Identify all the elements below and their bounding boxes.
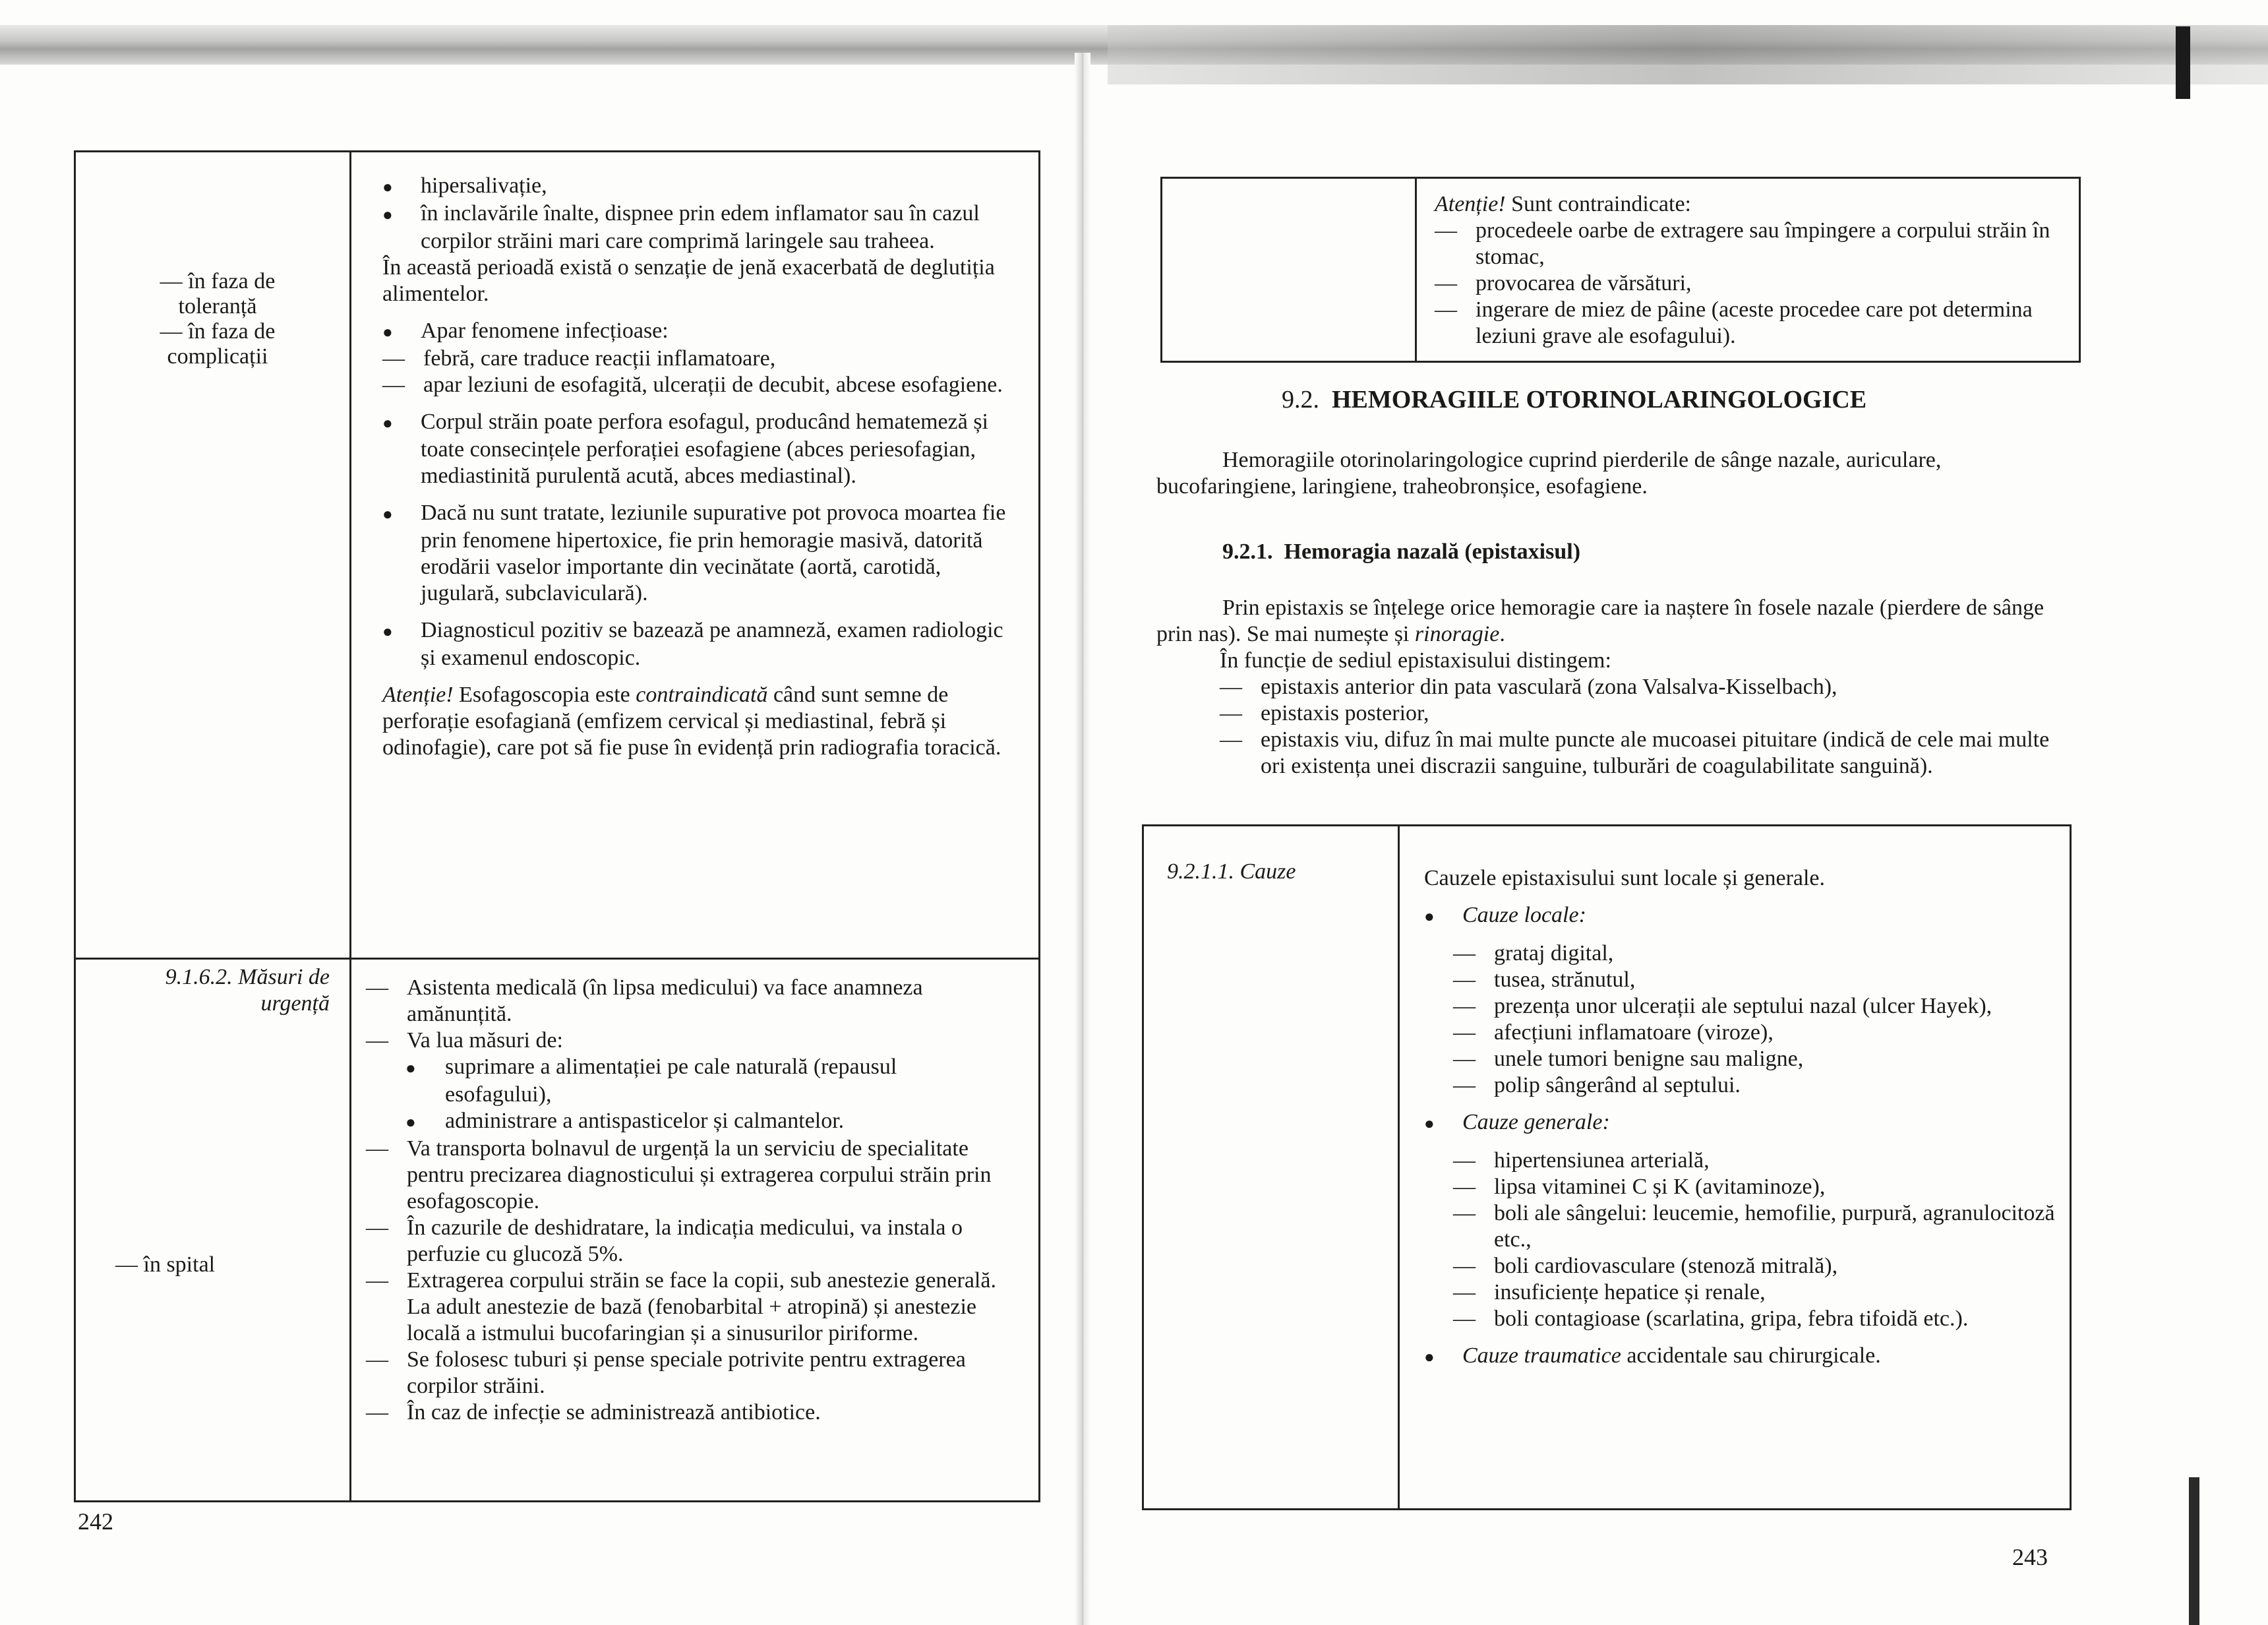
subsection-title: Hemoragia nazală (epistaxisul) — [1284, 539, 1581, 564]
scan-edge-bottom — [2189, 1477, 2199, 1625]
bullet-item: ● Diagnosticul pozitiv se bazează pe anamneză, examen radiologic și examenul endoscopic. — [382, 617, 1022, 671]
section-number: 9.2. — [1282, 386, 1319, 414]
text: . — [1499, 622, 1505, 646]
right-top-table-divider — [1415, 177, 1417, 363]
left-row2-spital — [115, 1252, 326, 1278]
dash-item: — Va transporta bolnavul de urgență la un serviciu de specialitate pentru precizarea diagnosticului și extragerea corpului străin prin esofagoscopie. — [366, 1136, 999, 1215]
spacer — [382, 398, 1022, 409]
dash-item: — boli contagioase (scarlatina, gripa, febra tifoidă etc.). — [1453, 1306, 2064, 1332]
cauze-content — [1424, 865, 2064, 1370]
spacer — [382, 307, 1022, 318]
dash-item: — Extragerea corpului străin se face la copii, sub anestezie generală. — [366, 1268, 999, 1294]
left-row2-label — [99, 964, 330, 1017]
dash-item: — tusea, strănutul, — [1453, 967, 2064, 993]
left-table-divider — [349, 150, 351, 1502]
dash-item: — apar leziuni de esofagită, ulcerații de decubit, abcese esofagiene. — [382, 372, 1022, 398]
atentie-label: Atenție! — [1435, 192, 1506, 216]
text-italic: Cauze locale: — [1462, 903, 1586, 927]
scan-edge — [2176, 26, 2190, 99]
section-label: 9.1.6.2. Măsuri de urgență — [165, 965, 330, 1016]
dash-item: — procedeele oarbe de extragere sau împingere a corpului străin în stomac, — [1435, 218, 2074, 270]
right-cauze-divider — [1398, 824, 1400, 1510]
spacer — [382, 489, 1022, 500]
sub-bullet-item: ● suprimare a alimentației pe cale naturală (repausul esofagului), — [366, 1054, 999, 1108]
spital-label: — în spital — [115, 1252, 216, 1277]
section-intro: Hemoragiile otorinolaringologice cuprind pierderile de sânge nazale, auriculare, bucofaringiene, laringiene, traheobronșice, esofagiene. — [1156, 448, 1942, 499]
dash-item: — provocarea de vărsături, — [1435, 270, 2074, 297]
subsection-number: 9.2.1. — [1222, 539, 1273, 564]
dash-item: — În cazurile de deshidratare, la indicația medicului, va instala o perfuzie cu glucoză 5%. — [366, 1215, 999, 1268]
paragraph: În această perioadă există o senzație de jenă exacerbată de deglutiția alimentelor. — [382, 255, 995, 306]
atentie-paragraph — [1435, 191, 2074, 218]
spacer — [1424, 1137, 2064, 1148]
dash-item: — hipertensiunea arterială, — [1453, 1148, 2064, 1174]
text: Prin epistaxis se înțelege orice hemoragie care ia naștere în fosele nazale (pierdere de sânge prin nas). Se mai numește și — [1156, 596, 2044, 646]
text-italic: Cauze generale: — [1462, 1110, 1610, 1134]
cauze-intro: Cauzele epistaxisului sunt locale și generale. — [1424, 866, 1826, 890]
bullet-item: ● hipersalivație, — [382, 173, 1022, 200]
spacer — [382, 607, 1022, 617]
text: accidentale sau chirurgicale. — [1621, 1343, 1881, 1368]
epistaxis-definition — [1156, 595, 2074, 648]
dash-item: — Asistenta medicală (în lipsa medicului) va face anamneza amănunțită. — [366, 975, 999, 1027]
dash-item: — Va lua măsuri de: — [366, 1027, 999, 1054]
dash-item: — afecțiuni inflamatoare (viroze), — [1453, 1020, 2064, 1046]
left-row1-label — [99, 269, 336, 369]
label-line: toleranță — [178, 294, 257, 319]
text: Esofagoscopia este — [453, 683, 636, 707]
spacer — [1424, 1099, 2064, 1109]
dash-item: — ingerare de miez de pâine (aceste procedee care pot determina leziuni grave ale esofagului). — [1435, 297, 2074, 350]
left-row1-content — [382, 173, 1022, 761]
dash-item: — grataj digital, — [1453, 940, 2064, 967]
dash-item: — În caz de infecție se administrează antibiotice. — [366, 1399, 999, 1426]
text-italic: Cauze traumatice — [1462, 1343, 1621, 1368]
dash-item: — lipsa vitaminei C și K (avitaminoze), — [1453, 1174, 2064, 1200]
cauze-generale-heading — [1424, 1109, 2064, 1137]
epistaxis-text — [1156, 595, 2074, 780]
section-heading — [1282, 385, 1866, 414]
text: când sunt semne de perforație esofagiană (emfizem cervical și mediastinal, febră și odinofagie), care pot să fie puse în evidență prin radiografia toracică. — [382, 683, 1001, 760]
label-line: complicații — [167, 344, 268, 369]
epistaxis-list — [1156, 674, 2074, 780]
cauze-locale-heading — [1424, 902, 2064, 930]
dash-item: — boli cardiovasculare (stenoză mitrală), — [1453, 1253, 2064, 1279]
cauze-label-text: 9.2.1.1. Cauze — [1167, 859, 1296, 884]
left-row2-content — [366, 975, 999, 1426]
cauze-traumatice-item — [1424, 1343, 2064, 1370]
dash-item: — polip sângerând al septului. — [1453, 1072, 2064, 1099]
sub-bullet-item: ● administrare a antispasticelor și calmantelor. — [366, 1108, 999, 1136]
dash-item: — insuficiențe hepatice și renale, — [1453, 1279, 2064, 1306]
right-top-content — [1435, 191, 2074, 350]
text: Sunt contraindicate: — [1505, 192, 1691, 216]
dash-item: — epistaxis anterior din pata vasculară (zona Valsalva-Kisselbach), — [1220, 674, 2074, 700]
dash-item: — boli ale sângelui: leucemie, hemofilie, purpură, agranulocitoză etc., — [1453, 1200, 2064, 1253]
scan-shadow-right — [1108, 25, 2268, 84]
spacer — [382, 671, 1022, 682]
book-spine — [1075, 53, 1090, 1625]
atentie-label: Atenție! — [382, 683, 454, 707]
spacer — [1424, 892, 2064, 902]
label-line: — în faza de — [160, 319, 276, 344]
section-title: HEMORAGIILE OTORINOLARINGOLOGICE — [1332, 386, 1867, 414]
atentie-paragraph — [382, 682, 1022, 761]
bullet-item: ● Dacă nu sunt tratate, leziunile supurative pot provoca moartea fie prin fenomene hipertoxice, fie prin hemoragie masivă, datorită erodării vaselor importante din vecinătate (aortă, carotidă, jugulară, subclaviculară). — [382, 500, 1022, 607]
page-number-right: 243 — [2012, 1544, 2048, 1570]
spacer — [1424, 1332, 2064, 1343]
subsection-heading — [1222, 539, 1580, 565]
bullet-item: ● în inclavările înalte, dispnee prin edem inflamator sau în cazul corpilor străini mari care comprimă laringele sau traheea. — [382, 200, 1022, 255]
bullet-item: ● Apar fenomene infecțioase: — [382, 318, 1022, 346]
paragraph: La adult anestezie de bază (fenobarbital + atropină) și anestezie locală a istmului bucofaringian și a sinusurilor piriforme. — [407, 1295, 977, 1345]
dash-item: — unele tumori benigne sau maligne, — [1453, 1046, 2064, 1072]
bullet-item: ● Corpul străin poate perfora esofagul, producând hematemeză și toate consecințele perforației esofagiene (abces periesofagian, mediastinită purulentă acută, abces mediastinal). — [382, 409, 1022, 489]
left-table-row-divider — [74, 958, 1040, 960]
label-line: — în faza de — [160, 269, 276, 293]
text-italic: contraindicată — [636, 683, 768, 707]
cauze-label — [1167, 859, 1385, 885]
dash-item: — epistaxis viu, difuz în mai multe puncte ale mucoasei pituitare (indică de cele mai multe ori existența unei discrazii sanguine, tulburări de coagulabilitate sanguină). — [1156, 727, 2074, 780]
dash-item: — prezența unor ulcerații ale septului nazal (ulcer Hayek), — [1453, 993, 2064, 1020]
dash-item: — epistaxis posterior, — [1220, 700, 2074, 727]
dash-item: — febră, care traduce reacții inflamatoare, — [382, 346, 1022, 372]
page-number-left: 242 — [78, 1508, 113, 1535]
epistaxis-classification: În funcție de sediul epistaxisului distingem: — [1220, 648, 1611, 673]
spacer — [1424, 930, 2064, 940]
dash-item: — Se folosesc tuburi și pense speciale potrivite pentru extragerea corpilor străini. — [366, 1347, 999, 1399]
text-italic: rinoragie — [1414, 622, 1500, 646]
